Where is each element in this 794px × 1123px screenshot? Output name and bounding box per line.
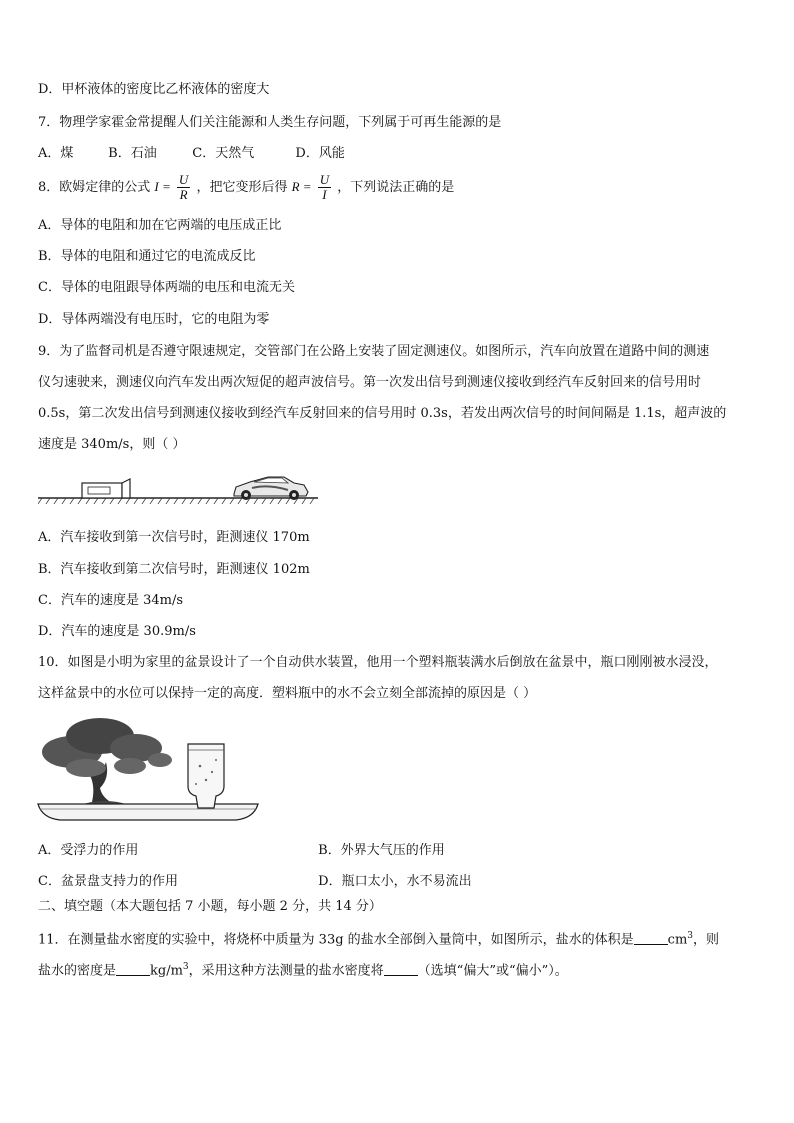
q11-volume-blank (634, 930, 668, 945)
q11-line2-middle: ，采用这种方法测量的盐水密度将 (188, 963, 384, 979)
q8-stem (38, 172, 454, 203)
q9-line-4: 速度是 340m/s，则（ ） (38, 437, 186, 452)
q8-option-d: D．导体两端没有电压时，它的电阻为零 (38, 312, 270, 327)
q10-line-1: 10．如图是小明为家里的盆景设计了一个自动供水装置，他用一个塑料瓶装满水后倒放在盆景中，瓶口刚刚被水浸没， (38, 655, 718, 670)
q8-stem-a: 8．欧姆定律的公式 (38, 180, 151, 195)
car (234, 477, 308, 500)
q9-option-a: A．汽车接收到第一次信号时，距测速仪 170m (38, 530, 310, 545)
q9-line-1: 9．为了监督司机是否遵守限速规定，交管部门在公路上安装了固定测速仪。如图所示，汽车向放置在道路中间的测速 (38, 344, 710, 359)
q6-option-d: D．甲杯液体的密度比乙杯液体的密度大 (38, 82, 270, 97)
q8-formula1-fraction (177, 173, 190, 202)
q10-bonsai-waterer-figure (36, 714, 262, 828)
q11-line1-text: 11．在测量盐水密度的实验中，将烧杯中质量为 33g 的盐水全部倒入量筒中，如图所示，盐水的体积是 (38, 932, 634, 948)
q11-density-blank (116, 961, 150, 976)
q8-stem-b: ，把它变形后得 (196, 180, 288, 195)
q7-stem: 7．物理学家霍金常提醒人们关注能源和人类生存问题，下列属于可再生能源的是 (38, 115, 502, 130)
q11-line2-text: 盐水的密度是 (38, 963, 117, 979)
q10-line-2: 这样盆景中的水位可以保持一定的高度．塑料瓶中的水不会立刻全部流掉的原因是（ ） (38, 686, 537, 701)
q8-formula1-lhs: I = (154, 179, 171, 194)
q9-option-c: C．汽车的速度是 34m/s (38, 593, 183, 608)
q10-option-b: B．外界大气压的作用 (318, 843, 445, 858)
q9-option-b: B．汽车接收到第二次信号时，距测速仪 102m (38, 562, 310, 577)
q9-line-2: 仪匀速驶来，测速仪向汽车发出两次短促的超声波信号。第一次发出信号到测速仪接收到经汽车反射回来的信号用时 (38, 375, 702, 390)
q7-option-b: B．石油 (108, 146, 157, 161)
q8-formula2-fraction (318, 173, 331, 202)
q8-stem-c: ，下列说法正确的是 (337, 180, 455, 195)
q7-option-c: C．天然气 (192, 146, 255, 161)
q8-option-a: A．导体的电阻和加在它两端的电压成正比 (38, 218, 282, 233)
q11-line-1 (38, 926, 719, 950)
q8-formula1-numerator: U (178, 172, 189, 187)
q11-density-unit: kg/m (150, 963, 183, 979)
q11-line-2 (38, 957, 568, 981)
q9-option-d: D．汽车的速度是 30.9m/s (38, 624, 196, 639)
section-2-heading: 二、填空题（本大题包括 7 小题，每小题 2 分，共 14 分） (38, 899, 382, 914)
q11-bias-blank (384, 961, 418, 976)
bonsai-tray (38, 804, 258, 820)
q11-density-unit-exponent: 3 (182, 962, 189, 972)
q9-line-3: 0.5s，第二次发出信号到测速仪接收到经汽车反射回来的信号用时 0.3s，若发出两次信号的时间间隔是 1.1s，超声波的 (38, 406, 727, 421)
q11-line2-tail: （选填“偏大”或“偏小”）。 (417, 963, 568, 979)
q8-option-b: B．导体的电阻和通过它的电流成反比 (38, 249, 256, 264)
q8-option-c: C．导体的电阻跟导体两端的电压和电流无关 (38, 280, 295, 295)
q10-option-c: C．盆景盘支持力的作用 (38, 874, 178, 889)
q8-formula2-numerator: U (319, 172, 330, 187)
q11-line1-tail: ，则 (693, 932, 720, 948)
q11-volume-unit: cm (667, 932, 688, 948)
q7-option-d: D．风能 (295, 146, 345, 161)
q11-volume-unit-exponent: 3 (687, 931, 694, 941)
q8-formula2-lhs: R = (291, 179, 312, 194)
q10-options-row-2 (38, 872, 472, 892)
q10-option-a: A．受浮力的作用 (38, 843, 139, 858)
q8-formula1-denominator: R (179, 187, 188, 202)
q7-option-a: A．煤 (38, 146, 74, 161)
road-surface (38, 498, 318, 504)
q9-speed-camera-figure (38, 466, 318, 506)
q8-formula2-denominator: I (322, 187, 327, 202)
inverted-plastic-bottle (188, 744, 224, 808)
q7-options (38, 144, 345, 164)
q10-option-d: D．瓶口太小，水不易流出 (318, 874, 472, 889)
speed-detector (82, 479, 130, 498)
q10-options-row-1 (38, 841, 445, 861)
bonsai-tree (42, 718, 172, 806)
